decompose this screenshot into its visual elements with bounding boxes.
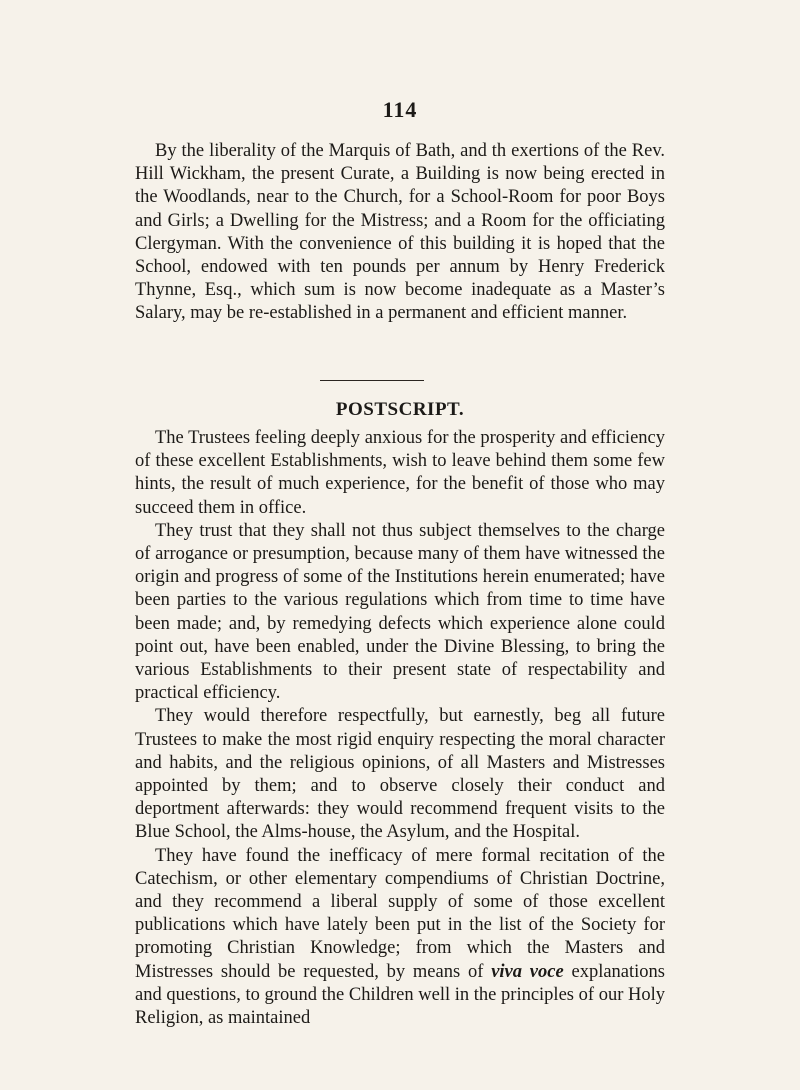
- postscript-paragraph-3: They would therefore respectfully, but earnestly, beg all future Trustees to make the most rigid enquiry respecting the moral character and habits, and the religious opinions, of all Masters and Mistresses appointed by them; and to observe closely their conduct and deportment afterwards: they would recommend frequent visits to the Blue School, the Alms-house, the Asylum, and the Hospital.: [135, 706, 665, 843]
- intro-paragraph: By the liberality of the Marquis of Bath, and th exertions of the Rev. Hill Wickham, the present Curate, a Building is now being erected in the Woodlands, near to the Church, for a School-Room for poor Boys and Girls; a Dwelling for the Mistress; and a Room for the officiating Clergyman. With the convenience of this building it is hoped that the School, endowed with ten pounds per annum by Henry Frederick Thynne, Esq., which sum is now become inadequate as a Master’s Salary, may be re-established in a permanent and efficient manner.: [135, 141, 665, 324]
- postscript-heading: POSTSCRIPT.: [335, 399, 465, 420]
- postscript-paragraph-2: They trust that they shall not thus subject themselves to the charge of arrogance or presumption, because many of them have witnessed the origin and progress of some of the Institutions herein enumerated; have been parties to the various regulations which from time to time have been made; and, by remedying defects which experience alone could point out, have been enabled, under the Divine Blessing, to bring the various Establishments to their present state of respectability and practical efficiency.: [135, 520, 665, 704]
- postscript-paragraph-4: [135, 845, 665, 1031]
- section-divider: [320, 380, 424, 381]
- italic-phrase: viva voce: [491, 961, 564, 982]
- postscript-paragraph-1: The Trustees feeling deeply anxious for the prosperity and efficiency of these excellent Establishments, wish to leave behind them some few hints, the result of much experience, for the benefit of those who may succeed them in office.: [135, 428, 665, 518]
- postscript-body: [135, 427, 665, 1030]
- paragraph-text: explanations and questions, to ground the Children well in the principles of our Holy Religion, as maintained: [135, 961, 665, 1029]
- page-number: 114: [382, 97, 418, 122]
- paragraph-text: They have found the inefficacy of mere formal recitation of the Catechism, or other elementary compendiums of Christian Doctrine, and they recommend a liberal supply of some of those excellent publications which have lately been put in the list of the Society for promoting Christian Knowledge; from which the Masters and Mistresses should be requested, by means of: [135, 845, 665, 982]
